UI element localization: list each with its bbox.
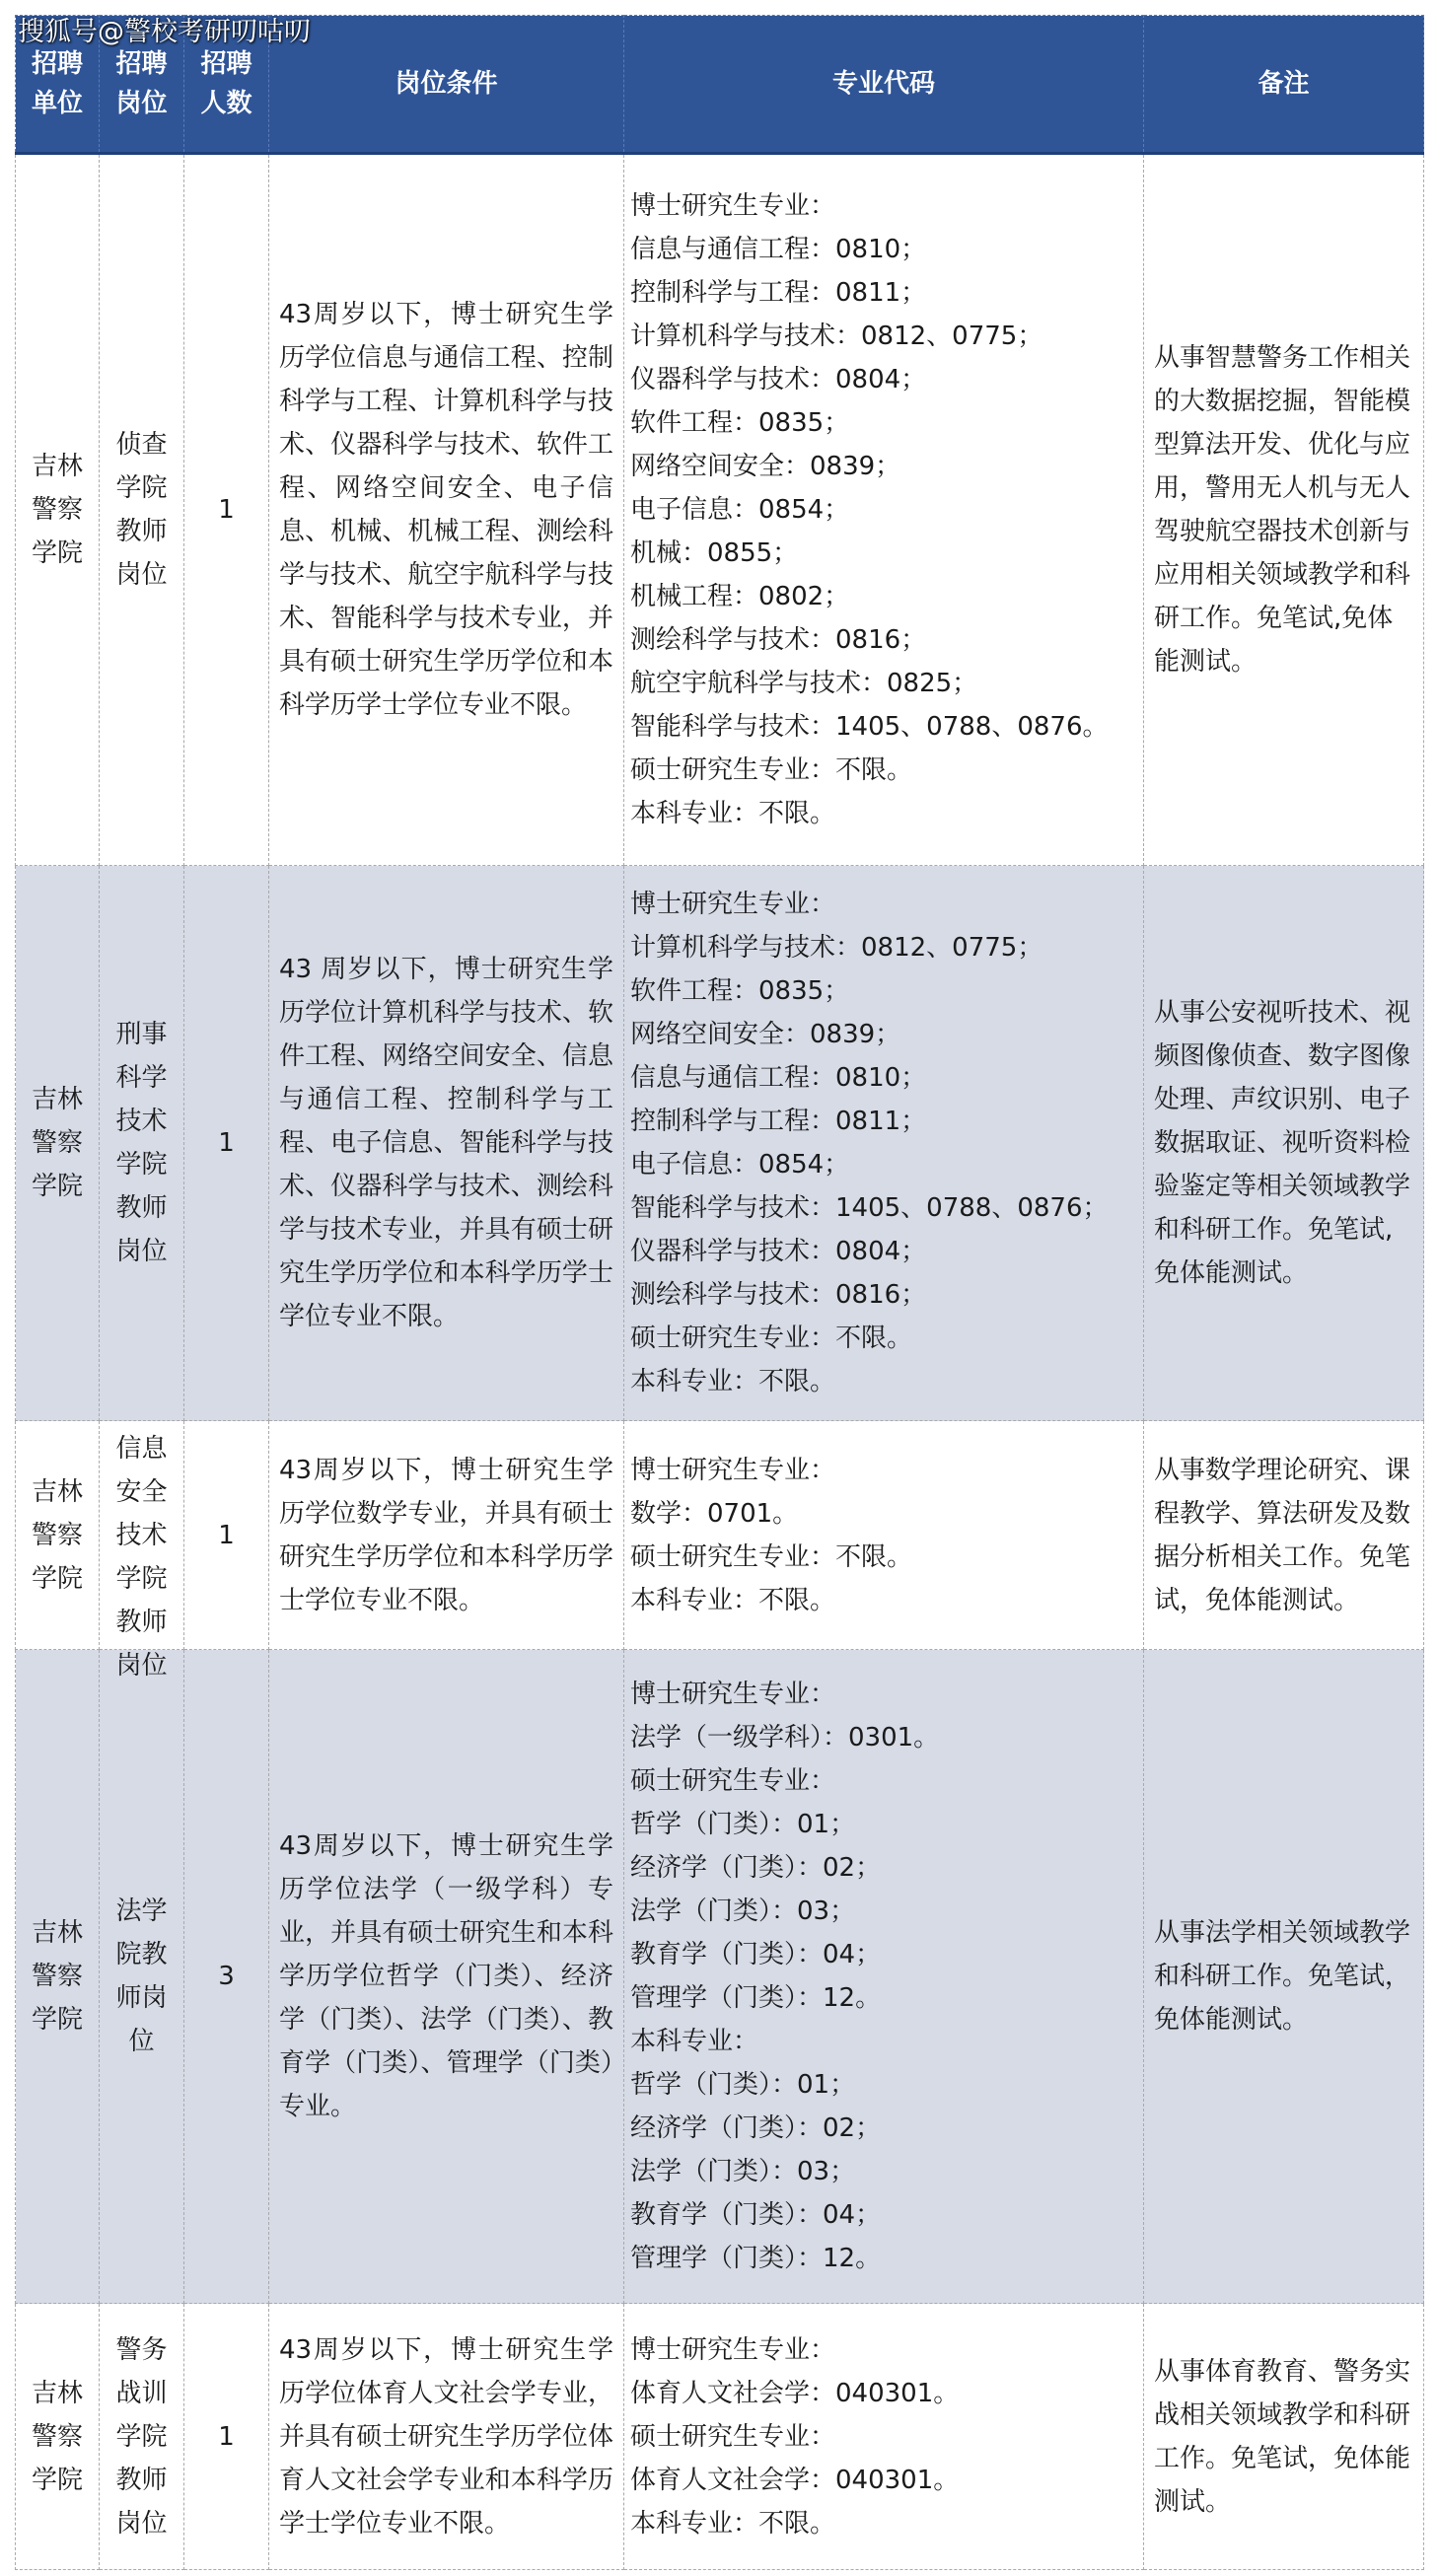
- code-line: 经济学（门类）：02；: [630, 2113, 882, 2143]
- code-line: 本科专业：不限。: [630, 1367, 836, 1396]
- post-cell: 警务战训学院教师岗位: [100, 2304, 184, 2570]
- code-line: 仪器科学与技术：0804；: [630, 365, 927, 394]
- post-cell: 信息安全技术学院教师岗位: [100, 1421, 184, 1650]
- unit-cell: 吉林警察学院: [16, 154, 100, 866]
- count-cell: 3: [184, 1650, 269, 2304]
- code-line: 控制科学与工程：0811；: [630, 1107, 927, 1136]
- header-codes: 专业代码: [624, 16, 1144, 154]
- code-line: 信息与通信工程：0810；: [630, 235, 927, 264]
- remark-cell: 从事法学相关领域教学和科研工作。免笔试，免体能测试。: [1144, 1650, 1424, 2304]
- code-line: 机械工程：0802；: [630, 582, 850, 611]
- post-cell: 侦查学院教师岗位: [100, 154, 184, 866]
- table-row: [16, 1421, 1424, 1650]
- code-line: 机械：0855；: [630, 538, 799, 568]
- remark-cell: 从事智慧警务工作相关的大数据挖掘，智能模型算法开发、优化与应用，警用无人机与无人驾驶航空器技术创新与应用相关领域教学和科研工作。免笔试,免体能测试。: [1144, 154, 1424, 866]
- conditions-cell: 43周岁以下，博士研究生学历学位体育人文社会学专业，并具有硕士研究生学历学位体育人文社会学专业和本科学历学士学位专业不限。: [269, 2304, 624, 2570]
- code-line: 哲学（门类）：01；: [630, 2070, 856, 2100]
- header-count: 招聘人数: [184, 16, 269, 154]
- code-line: 管理学（门类）：12。: [630, 1983, 882, 2013]
- conditions-cell: 43 周岁以下，博士研究生学历学位计算机科学与技术、软件工程、网络空间安全、信息与通信工程、控制科学与工程、电子信息、智能科学与技术、仪器科学与技术、测绘科学与技术专业，并具有硕士研究生学历学位和本科学历学士学位专业不限。: [269, 866, 624, 1421]
- count-cell: 1: [184, 866, 269, 1421]
- code-line: 本科专业：不限。: [630, 799, 836, 828]
- recruitment-table: [15, 15, 1424, 2570]
- code-line: 教育学（门类）：04；: [630, 2200, 882, 2230]
- code-line: 测绘科学与技术：0816；: [630, 625, 927, 655]
- code-line: 航空宇航科学与技术：0825；: [630, 669, 978, 698]
- codes-cell: [624, 1421, 1144, 1650]
- remark-cell: 从事数学理论研究、课程教学、算法研发及数据分析相关工作。免笔试，免体能测试。: [1144, 1421, 1424, 1650]
- conditions-cell: 43周岁以下，博士研究生学历学位信息与通信工程、控制科学与工程、计算机科学与技术、仪器科学与技术、软件工程、网络空间安全、电子信息、机械、机械工程、测绘科学与技术、航空宇航科学与技术、智能科学与技术专业，并具有硕士研究生学历学位和本科学历学士学位专业不限。: [269, 154, 624, 866]
- code-line: 本科专业：不限。: [630, 1585, 836, 1615]
- code-line: 智能科学与技术：1405、0788、0876；: [630, 1193, 1109, 1223]
- table-row: [16, 1650, 1424, 2304]
- code-line: 计算机科学与技术：0812、0775；: [630, 933, 1043, 963]
- code-line: 博士研究生专业：: [630, 2334, 836, 2365]
- codes-cell: [624, 1650, 1144, 2304]
- code-line: 本科专业：: [630, 2027, 759, 2056]
- code-line: 仪器科学与技术：0804；: [630, 1237, 927, 1266]
- watermark: 搜狐号@警校考研叨咕叨: [18, 17, 311, 47]
- code-line: 体育人文社会学：040301。: [630, 2465, 960, 2495]
- code-line: 管理学（门类）：12。: [630, 2244, 882, 2273]
- code-line: 法学（门类）：03；: [630, 1896, 856, 1926]
- conditions-cell: 43周岁以下，博士研究生学历学位法学（一级学科）专业，并具有硕士研究生和本科学历学位哲学（门类）、经济学（门类）、法学（门类）、教育学（门类）、管理学（门类）专业。: [269, 1650, 624, 2304]
- code-line: 数学：0701。: [630, 1498, 799, 1529]
- post-cell: 刑事科学技术学院教师岗位: [100, 866, 184, 1421]
- code-line: 计算机科学与技术：0812、0775；: [630, 322, 1043, 351]
- code-line: 法学（门类）：03；: [630, 2157, 856, 2186]
- codes-cell: [624, 2304, 1144, 2570]
- code-line: 网络空间安全：0839；: [630, 452, 901, 481]
- code-line: 硕士研究生专业：不限。: [630, 755, 913, 785]
- code-line: 硕士研究生专业：不限。: [630, 1541, 913, 1572]
- code-line: 网络空间安全：0839；: [630, 1020, 901, 1049]
- code-line: 博士研究生专业：: [630, 191, 836, 221]
- unit-cell: 吉林警察学院: [16, 2304, 100, 2570]
- code-line: 博士研究生专业：: [630, 1455, 836, 1485]
- code-line: 硕士研究生专业：: [630, 1766, 836, 1796]
- code-line: 电子信息：0854；: [630, 1150, 850, 1180]
- table-row: [16, 154, 1424, 866]
- code-line: 博士研究生专业：: [630, 890, 836, 919]
- code-line: 软件工程：0835；: [630, 976, 850, 1006]
- code-line: 硕士研究生专业：不限。: [630, 1324, 913, 1353]
- post-cell: 法学院教师岗位: [100, 1650, 184, 2304]
- code-line: 智能科学与技术：1405、0788、0876。: [630, 712, 1109, 742]
- header-remark: 备注: [1144, 16, 1424, 154]
- count-cell: 1: [184, 2304, 269, 2570]
- code-line: 电子信息：0854；: [630, 495, 850, 525]
- codes-cell: [624, 154, 1144, 866]
- header-conditions: 岗位条件: [269, 16, 624, 154]
- code-line: 哲学（门类）：01；: [630, 1810, 856, 1839]
- unit-cell: 吉林警察学院: [16, 1650, 100, 2304]
- codes-cell: [624, 866, 1144, 1421]
- code-line: 本科专业：不限。: [630, 2508, 836, 2539]
- code-line: 体育人文社会学：040301。: [630, 2378, 960, 2408]
- code-line: 信息与通信工程：0810；: [630, 1063, 927, 1093]
- count-cell: 1: [184, 1421, 269, 1650]
- code-line: 博士研究生专业：: [630, 1680, 836, 1709]
- unit-cell: 吉林警察学院: [16, 1421, 100, 1650]
- header-post: 招聘岗位: [100, 16, 184, 154]
- code-line: 硕士研究生专业：: [630, 2421, 836, 2452]
- unit-cell: 吉林警察学院: [16, 866, 100, 1421]
- code-line: 教育学（门类）：04；: [630, 1940, 882, 1969]
- code-line: 控制科学与工程：0811；: [630, 278, 927, 308]
- code-line: 法学（一级学科）：0301。: [630, 1723, 940, 1753]
- table-row: [16, 2304, 1424, 2570]
- header-unit: 招聘单位: [16, 16, 100, 154]
- code-line: 经济学（门类）：02；: [630, 1853, 882, 1883]
- conditions-cell: 43周岁以下，博士研究生学历学位数学专业，并具有硕士研究生学历学位和本科学历学士学位专业不限。: [269, 1421, 624, 1650]
- count-cell: 1: [184, 154, 269, 866]
- remark-cell: 从事公安视听技术、视频图像侦查、数字图像处理、声纹识别、电子数据取证、视听资料检验鉴定等相关领域教学和科研工作。免笔试,免体能测试。: [1144, 866, 1424, 1421]
- code-line: 软件工程：0835；: [630, 408, 850, 438]
- remark-cell: 从事体育教育、警务实战相关领域教学和科研工作。免笔试，免体能测试。: [1144, 2304, 1424, 2570]
- code-line: 测绘科学与技术：0816；: [630, 1280, 927, 1310]
- table-row: [16, 866, 1424, 1421]
